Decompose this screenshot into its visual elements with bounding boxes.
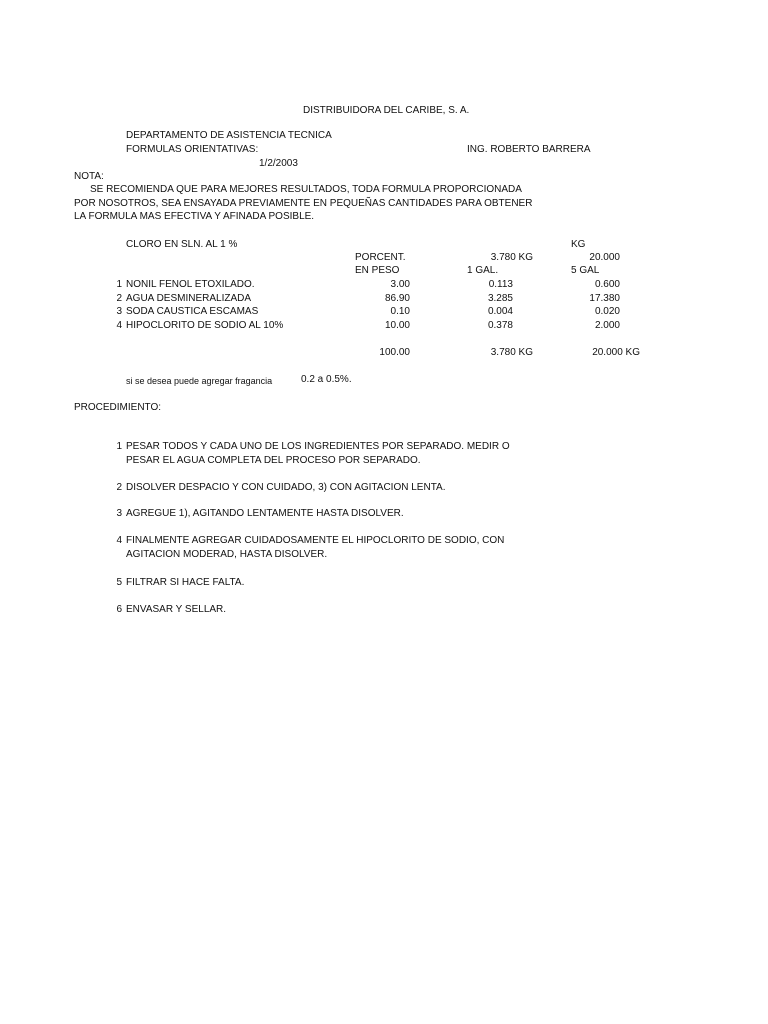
- gal1-header-top: 3.780 KG: [490, 252, 533, 263]
- step-text: AGREGUE 1), AGITANDO LENTAMENTE HASTA DISOLVER.: [126, 508, 404, 519]
- step-number: 6: [116, 604, 122, 615]
- step-text: ENVASAR Y SELLAR.: [126, 604, 227, 615]
- procedure-title: PROCEDIMIENTO:: [74, 402, 162, 413]
- row-number: 1: [116, 279, 122, 290]
- ingredient-name: SODA CAUSTICA ESCAMAS: [126, 306, 259, 317]
- total-gal1: 3.780 KG: [490, 347, 533, 358]
- gal5-header-top: 20.000: [589, 252, 620, 263]
- step-text: DISOLVER DESPACIO Y CON CUIDADO, 3) CON AGITACION LENTA.: [126, 482, 446, 493]
- note-line-1: SE RECOMIENDA QUE PARA MEJORES RESULTADOS, TODA FORMULA PROPORCIONADA: [90, 184, 522, 195]
- ingredient-gal5: 2.000: [594, 320, 620, 331]
- row-number: 3: [116, 306, 122, 317]
- row-number: 2: [116, 293, 122, 304]
- total-gal5: 20.000 KG: [592, 347, 640, 358]
- ingredient-gal5: 0.600: [594, 279, 620, 290]
- step-number: 3: [116, 508, 122, 519]
- kg-header: KG: [571, 239, 586, 250]
- ingredient-name: NONIL FENOL ETOXILADO.: [126, 279, 255, 290]
- ingredient-gal5: 0.020: [594, 306, 620, 317]
- step-text-continued: AGITACION MODERAD, HASTA DISOLVER.: [126, 549, 328, 560]
- step-number: 4: [116, 535, 122, 546]
- ingredient-percent: 0.10: [390, 306, 410, 317]
- note-line-3: LA FORMULA MAS EFECTIVA Y AFINADA POSIBLE.: [74, 211, 315, 222]
- formula-title: CLORO EN SLN. AL 1 %: [126, 239, 238, 250]
- ingredient-gal1: 0.113: [488, 279, 513, 290]
- fragrance-range: 0.2 a 0.5%.: [301, 374, 352, 385]
- department-name: DEPARTAMENTO DE ASISTENCIA TECNICA: [126, 130, 332, 141]
- gal1-header-bottom: 1 GAL.: [467, 265, 499, 276]
- ingredient-gal1: 0.378: [487, 320, 513, 331]
- ingredient-name: AGUA DESMINERALIZADA: [126, 293, 252, 304]
- step-text: FILTRAR SI HACE FALTA.: [126, 577, 245, 588]
- note-line-2: POR NOSOTROS, SEA ENSAYADA PREVIAMENTE EN PEQUEÑAS CANTIDADES PARA OBTENER: [74, 198, 533, 209]
- gal5-header-bottom: 5 GAL: [571, 265, 600, 276]
- step-text-continued: PESAR EL AGUA COMPLETA DEL PROCESO POR SEPARADO.: [126, 455, 421, 466]
- row-number: 4: [116, 320, 122, 331]
- document-date: 1/2/2003: [259, 158, 298, 169]
- formulas-label: FORMULAS ORIENTATIVAS:: [126, 144, 259, 155]
- fragrance-note: si se desea puede agregar fragancia: [126, 376, 273, 386]
- ingredient-name: HIPOCLORITO DE SODIO AL 10%: [126, 320, 284, 331]
- percent-header-top: PORCENT.: [355, 252, 406, 263]
- total-percent: 100.00: [379, 347, 410, 358]
- ingredient-percent: 86.90: [384, 293, 410, 304]
- company-name: DISTRIBUIDORA DEL CARIBE, S. A.: [303, 105, 470, 116]
- ingredient-gal1: 0.004: [487, 306, 513, 317]
- ingredient-percent: 10.00: [384, 320, 410, 331]
- step-text: FINALMENTE AGREGAR CUIDADOSAMENTE EL HIPOCLORITO DE SODIO, CON: [126, 535, 505, 546]
- engineer-name: ING. ROBERTO BARRERA: [467, 144, 591, 155]
- ingredient-gal1: 3.285: [487, 293, 513, 304]
- step-number: 1: [116, 441, 122, 452]
- ingredient-gal5: 17.380: [589, 293, 620, 304]
- step-number: 5: [116, 577, 122, 588]
- note-label: NOTA:: [74, 171, 104, 182]
- ingredient-percent: 3.00: [390, 279, 410, 290]
- step-text: PESAR TODOS Y CADA UNO DE LOS INGREDIENTES POR SEPARADO. MEDIR O: [126, 441, 510, 452]
- percent-header-bottom: EN PESO: [355, 265, 400, 276]
- step-number: 2: [116, 482, 122, 493]
